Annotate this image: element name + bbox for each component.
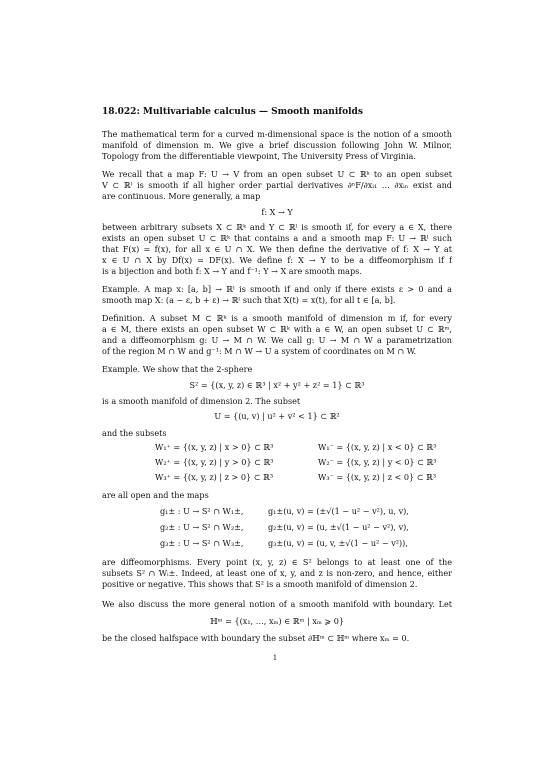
paragraph-line: that F(x) = f(x), for all x ∈ U ∩ X. We then define the derivative of f: X → Y at	[102, 244, 452, 254]
subset-right: W₃⁻ = {(x, y, z) | z < 0} ⊂ ℝ³	[318, 472, 437, 482]
paragraph-line: Topology from the differentiable viewpoint, The University Press of Virginia.	[102, 151, 416, 161]
paragraph-line: We also discuss the more general notion of a smooth manifold with boundary. Let	[102, 599, 452, 609]
equation-halfspace: ℍᵐ = {(x₁, …, xₘ) ∈ ℝᵐ | xₘ ⩾ 0}	[209, 616, 345, 626]
paragraph-line: and the subsets	[102, 428, 167, 438]
paragraph-line: positive or negative. This shows that S² is a smooth manifold of dimension 2.	[102, 579, 418, 589]
paragraph-line: We recall that a map F: U → V from an open subset U ⊂ ℝᵏ to an open subset	[102, 169, 452, 179]
paragraph-line: are continuous. More generally, a map	[102, 191, 261, 201]
paragraph-line: are all open and the maps	[102, 490, 209, 500]
example-line: Example. We show that the 2-sphere	[102, 364, 253, 374]
paragraph-line: is a smooth manifold of dimension 2. The subset	[102, 396, 301, 406]
definition-line: and a diffeomorphism g: U → M ∩ W. We call g: U → M ∩ W a parametrization	[102, 335, 452, 345]
page-number: 1	[272, 654, 278, 662]
subset-right: W₂⁻ = {(x, y, z) | y < 0} ⊂ ℝ³	[318, 457, 437, 467]
map-formula: g₃±(u, v) = (u, v, ±√(1 − u² − v²)),	[268, 538, 408, 548]
equation-disk: U = {(u, v) | u² + v² < 1} ⊂ ℝ²	[214, 411, 340, 421]
paragraph-line: V ⊂ ℝˡ is smooth if all higher order partial derivatives ∂ⁿF/∂xᵢ₁ … ∂xᵢₙ exist and	[102, 180, 452, 190]
example-line: Example. A map x: [a, b] → ℝˡ is smooth if and only if there exists ε > 0 and a	[102, 284, 452, 294]
map-domain: g₃± : U → S² ∩ W₃±,	[160, 538, 244, 548]
definition-line: Definition. A subset M ⊂ ℝᵏ is a smooth manifold of dimension m if, for every	[102, 313, 452, 323]
paragraph-line: x ∈ U ∩ X by Df(x) = DF(x). We define f: X → Y to be a diffeomorphism if f	[102, 255, 452, 265]
definition-line: a ∈ M, there exists an open subset W ⊂ ℝᵏ with a ∈ W, an open subset U ⊂ ℝᵐ,	[102, 324, 452, 334]
map-domain: g₁± : U → S² ∩ W₁±,	[160, 506, 244, 516]
subset-left: W₃⁺ = {(x, y, z) | z > 0} ⊂ ℝ³	[155, 472, 274, 482]
paragraph-line: is a bijection and both f: X → Y and f⁻¹: Y → X are smooth maps.	[102, 266, 362, 276]
paragraph-line: between arbitrary subsets X ⊂ ℝᵏ and Y ⊂ ℝˡ is smooth if, for every a ∈ X, there	[102, 222, 452, 232]
paragraph-line: manifold of dimension m. We give a brief discussion following John W. Milnor,	[102, 140, 452, 150]
subset-right: W₁⁻ = {(x, y, z) | x < 0} ⊂ ℝ³	[318, 442, 437, 452]
subset-left: W₂⁺ = {(x, y, z) | y > 0} ⊂ ℝ³	[155, 457, 274, 467]
map-formula: g₂±(u, v) = (u, ±√(1 − u² − v²), v),	[268, 522, 409, 532]
paragraph-line: exists an open subset U ⊂ ℝᵏ that contains a and a smooth map F: U → ℝˡ such	[102, 233, 452, 243]
example-line: smooth map X: (a − ε, b + ε) → ℝˡ such that X(t) = x(t), for all t ∈ [a, b].	[102, 295, 396, 305]
equation-sphere: S² = {(x, y, z) ∈ ℝ³ | x² + y² + z² = 1} ⊂ ℝ³	[189, 380, 365, 390]
paragraph-line: subsets S² ∩ Wᵢ±. Indeed, at least one of x, y, and z is non-zero, and hence, either	[102, 568, 452, 578]
map-domain: g₂± : U → S² ∩ W₂±,	[160, 522, 244, 532]
paragraph-line: are diffeomorphisms. Every point (x, y, z) ∈ S² belongs to at least one of the	[102, 557, 452, 567]
equation-map: f: X → Y	[261, 207, 293, 217]
document-title: 18.022: Multivariable calculus — Smooth manifolds	[102, 107, 363, 117]
definition-line: of the region M ∩ W and g⁻¹: M ∩ W → U a system of coordinates on M ∩ W.	[102, 346, 417, 356]
subset-left: W₁⁺ = {(x, y, z) | x > 0} ⊂ ℝ³	[155, 442, 274, 452]
map-formula: g₁±(u, v) = (±√(1 − u² − v²), u, v),	[268, 506, 409, 516]
paragraph-line: The mathematical term for a curved m-dimensional space is the notion of a smooth	[102, 129, 452, 139]
paragraph-line: be the closed halfspace with boundary the subset ∂ℍᵐ ⊂ ℍᵐ where xₘ = 0.	[102, 633, 410, 643]
